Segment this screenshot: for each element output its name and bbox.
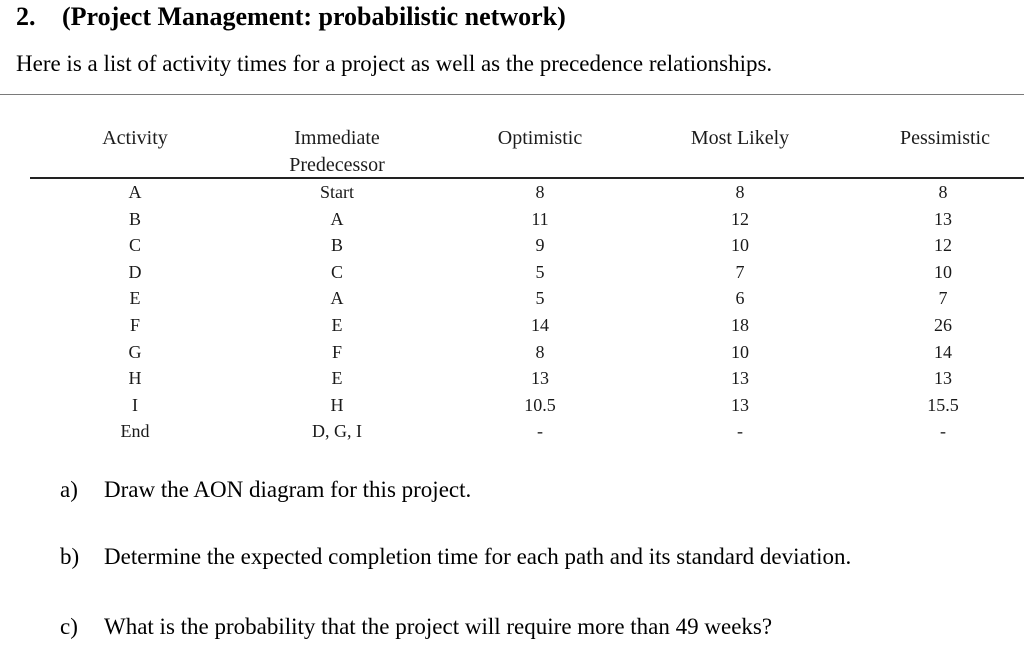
question-b: [60, 544, 851, 570]
header-immediate-predecessor: [262, 125, 412, 179]
table-cell: E: [331, 368, 343, 389]
table-cell: 8: [535, 341, 545, 362]
table-cell: C: [330, 261, 343, 282]
table-cell: D: [128, 261, 142, 282]
table-cell: 10.5: [524, 394, 556, 415]
problem-title: (Project Management: probabilistic network): [62, 2, 566, 31]
question-c: [60, 614, 772, 640]
table-cell: B: [128, 208, 141, 229]
question-text: Determine the expected completion time for each path and its standard deviation.: [104, 544, 852, 569]
table-cell: 13: [731, 394, 749, 415]
table-cell: 10: [934, 261, 952, 282]
question-label: b): [60, 544, 80, 569]
table-cell: End: [120, 421, 150, 442]
question-label: a): [60, 477, 78, 502]
header-most-likely: Most Likely: [690, 127, 790, 149]
table-cell: 8: [535, 182, 545, 202]
header-predecessor-line1: Immediate: [294, 127, 380, 149]
table-cell: Start: [320, 182, 354, 202]
problem-heading: [16, 2, 566, 32]
table-cell: 13: [934, 368, 952, 389]
table-cell: 5: [535, 288, 545, 309]
column-pessimistic: [903, 179, 983, 445]
table-cell: 10: [731, 235, 749, 256]
table-cell: E: [331, 314, 343, 335]
section-divider: [0, 94, 1024, 95]
table-cell: -: [537, 421, 543, 442]
table-cell: F: [129, 314, 140, 335]
table-cell: 7: [735, 261, 745, 282]
table-cell: -: [940, 421, 946, 442]
table-cell: 13: [531, 368, 549, 389]
table-cell: 13: [731, 368, 749, 389]
table-cell: 7: [938, 288, 948, 309]
question-label: c): [60, 614, 78, 639]
table-cell: 13: [934, 208, 952, 229]
header-activity: Activity: [102, 127, 168, 149]
column-most-likely: [700, 179, 780, 445]
table-cell: 26: [934, 314, 952, 335]
table-cell: 9: [535, 235, 545, 256]
table-cell: 12: [934, 235, 952, 256]
table-cell: B: [330, 235, 343, 256]
table-cell: 8: [735, 182, 745, 202]
table-cell: H: [128, 368, 142, 389]
table-cell: 15.5: [927, 394, 959, 415]
column-predecessor: [287, 179, 387, 445]
problem-number: 2.: [16, 2, 36, 31]
column-optimistic: [500, 179, 580, 445]
table-cell: H: [330, 394, 344, 415]
table-cell: -: [737, 421, 743, 442]
header-predecessor-line2: Predecessor: [289, 154, 385, 176]
table-cell: G: [128, 341, 142, 362]
header-optimistic: Optimistic: [497, 127, 583, 149]
table-cell: 14: [531, 314, 549, 335]
question-text: What is the probability that the project will require more than 49 weeks?: [104, 614, 773, 639]
table-cell: I: [132, 394, 138, 415]
table-cell: A: [330, 288, 344, 309]
table-cell: 6: [735, 288, 745, 309]
table-cell: A: [128, 182, 142, 202]
column-activity: [95, 179, 175, 445]
question-a: [60, 477, 471, 503]
problem-intro: Here is a list of activity times for a project as well as the precedence relationships.: [16, 51, 773, 76]
table-cell: 10: [731, 341, 749, 362]
header-pessimistic: Pessimistic: [899, 127, 990, 149]
table-cell: 5: [535, 261, 545, 282]
table-cell: A: [330, 208, 344, 229]
table-cell: 18: [731, 314, 749, 335]
table-cell: 14: [934, 341, 952, 362]
table-cell: F: [331, 341, 342, 362]
table-cell: 12: [731, 208, 749, 229]
question-text: Draw the AON diagram for this project.: [104, 477, 472, 502]
table-cell: D, G, I: [312, 421, 362, 442]
table-cell: 11: [531, 208, 549, 229]
table-cell: 8: [938, 182, 948, 202]
table-cell: E: [129, 288, 141, 309]
table-cell: C: [128, 235, 141, 256]
